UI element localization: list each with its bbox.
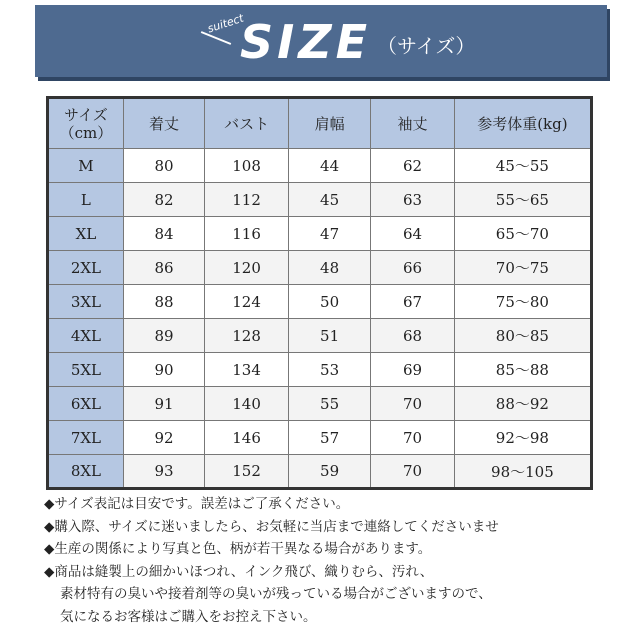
bust-cell: 116 — [205, 217, 289, 251]
size-cell: 5XL — [48, 353, 124, 387]
note-contact: ◆購入際、サイズに迷いましたら、お気軽に当店まで連絡してくださいませ — [44, 518, 499, 535]
length-cell: 84 — [123, 217, 204, 251]
weight-cell: 92～98 — [454, 421, 591, 455]
sleeve-cell: 64 — [371, 217, 454, 251]
header-length: 着丈 — [123, 98, 204, 149]
header-size-label: サイズ — [64, 105, 108, 124]
table-row — [48, 285, 592, 319]
sleeve-cell: 68 — [371, 319, 454, 353]
size-cell: 2XL — [48, 251, 124, 285]
header-shoulder: 肩幅 — [288, 98, 370, 149]
size-cell: 8XL — [48, 455, 124, 489]
weight-cell: 75～80 — [454, 285, 591, 319]
bust-cell: 146 — [205, 421, 289, 455]
weight-cell: 98～105 — [454, 455, 591, 489]
length-cell: 80 — [123, 149, 204, 183]
weight-cell: 70～75 — [454, 251, 591, 285]
length-cell: 89 — [123, 319, 204, 353]
weight-cell: 55～65 — [454, 183, 591, 217]
length-cell: 90 — [123, 353, 204, 387]
bust-cell: 128 — [205, 319, 289, 353]
size-table — [46, 96, 593, 490]
bust-cell: 140 — [205, 387, 289, 421]
header-size-unit: （cm） — [59, 123, 113, 142]
size-cell: 4XL — [48, 319, 124, 353]
sleeve-cell: 66 — [371, 251, 454, 285]
bust-cell: 112 — [205, 183, 289, 217]
table-row — [48, 217, 592, 251]
brand-label: suitect — [205, 11, 246, 36]
banner-subtitle: （サイズ） — [377, 34, 476, 58]
shoulder-cell: 45 — [288, 183, 370, 217]
bust-cell: 108 — [205, 149, 289, 183]
length-cell: 93 — [123, 455, 204, 489]
title-banner — [35, 5, 607, 77]
header-sleeve: 袖丈 — [371, 98, 454, 149]
header-size — [48, 98, 124, 149]
shoulder-cell: 51 — [288, 319, 370, 353]
sleeve-cell: 70 — [371, 421, 454, 455]
weight-cell: 88～92 — [454, 387, 591, 421]
sleeve-cell: 62 — [371, 149, 454, 183]
table-row — [48, 149, 592, 183]
bust-cell: 124 — [205, 285, 289, 319]
shoulder-cell: 55 — [288, 387, 370, 421]
length-cell: 86 — [123, 251, 204, 285]
table-row — [48, 319, 592, 353]
size-cell: L — [48, 183, 124, 217]
table-row — [48, 421, 592, 455]
header-bust: バスト — [205, 98, 289, 149]
note-product-condition-line2: 素材特有の臭いや接着剤等の臭いが残っている場合がございますので、 — [60, 586, 492, 602]
size-cell: 6XL — [48, 387, 124, 421]
shoulder-cell: 47 — [288, 217, 370, 251]
shoulder-cell: 44 — [288, 149, 370, 183]
bust-cell: 134 — [205, 353, 289, 387]
header-weight: 参考体重(kg) — [454, 98, 591, 149]
size-cell: 7XL — [48, 421, 124, 455]
sleeve-cell: 70 — [371, 387, 454, 421]
sleeve-cell: 63 — [371, 183, 454, 217]
shoulder-cell: 59 — [288, 455, 370, 489]
size-cell: 3XL — [48, 285, 124, 319]
table-row — [48, 387, 592, 421]
shoulder-cell: 53 — [288, 353, 370, 387]
table-row — [48, 183, 592, 217]
weight-cell: 85～88 — [454, 353, 591, 387]
bust-cell: 120 — [205, 251, 289, 285]
sleeve-cell: 69 — [371, 353, 454, 387]
sleeve-cell: 67 — [371, 285, 454, 319]
notes-section — [44, 493, 634, 628]
length-cell: 91 — [123, 387, 204, 421]
weight-cell: 65～70 — [454, 217, 591, 251]
table-row — [48, 353, 592, 387]
length-cell: 82 — [123, 183, 204, 217]
length-cell: 92 — [123, 421, 204, 455]
shoulder-cell: 57 — [288, 421, 370, 455]
shoulder-cell: 50 — [288, 285, 370, 319]
size-cell: M — [48, 149, 124, 183]
note-size-guide: ◆サイズ表記は目安です。誤差はご了承ください。 — [44, 496, 350, 512]
weight-cell: 80～85 — [454, 319, 591, 353]
table-row — [48, 455, 592, 489]
note-product-condition: ◆商品は縫製上の細かいほつれ、インク飛び、織りむら、汚れ、 — [44, 563, 434, 580]
note-color-difference: ◆生産の関係により写真と色、柄が若干異なる場合があります。 — [44, 541, 432, 557]
table-header-row — [48, 98, 592, 149]
length-cell: 88 — [123, 285, 204, 319]
weight-cell: 45～55 — [454, 149, 591, 183]
size-cell: XL — [48, 217, 124, 251]
shoulder-cell: 48 — [288, 251, 370, 285]
sleeve-cell: 70 — [371, 455, 454, 489]
table-row — [48, 251, 592, 285]
note-product-condition-line3: 気になるお客様はご購入をお控え下さい。 — [60, 608, 317, 625]
banner-title: SIZE — [240, 15, 372, 69]
bust-cell: 152 — [205, 455, 289, 489]
